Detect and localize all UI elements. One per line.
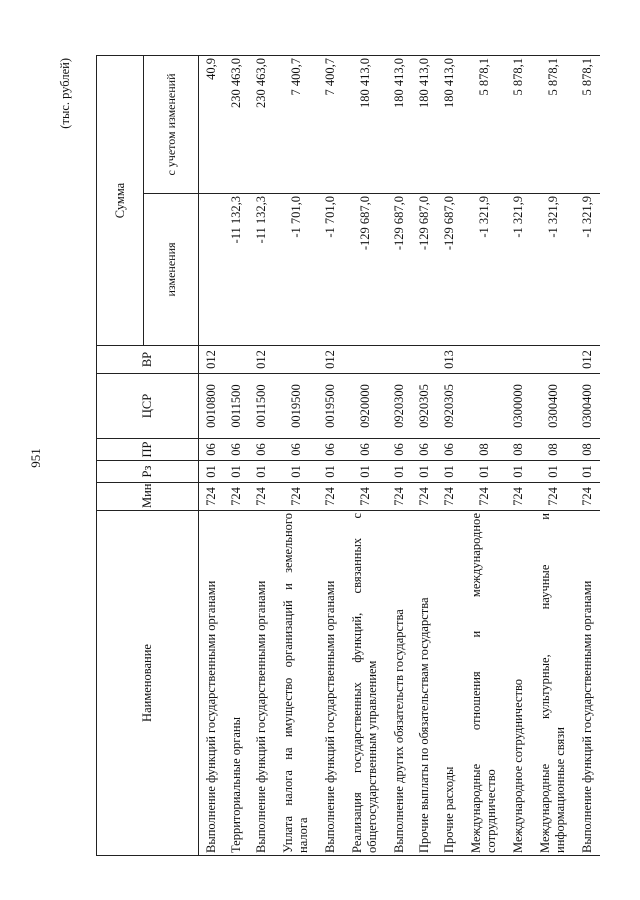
cell-pr: 08 xyxy=(506,439,531,461)
cell-pr: 06 xyxy=(224,439,249,461)
header-change: изменения xyxy=(144,194,199,346)
cell-rz: 01 xyxy=(224,461,249,483)
cell-min: 724 xyxy=(224,483,249,511)
row-name-line2: общегосударственным управлением xyxy=(365,660,379,853)
cell-rz: 01 xyxy=(318,461,343,483)
cell-change: -1 701,0 xyxy=(274,194,318,346)
row-name xyxy=(318,511,343,856)
cell-csr: 0010800 xyxy=(199,374,225,439)
cell-min: 724 xyxy=(387,483,412,511)
cell-change: -1 321,9 xyxy=(575,194,600,346)
cell-rz: 01 xyxy=(412,461,437,483)
row-name-line1: Международное сотрудничество xyxy=(511,678,525,853)
row-name xyxy=(274,511,318,856)
cell-vr xyxy=(531,346,575,374)
header-min: Мин xyxy=(97,483,199,511)
row-name-line1: Международные культурные, научные и xyxy=(538,513,552,853)
cell-vr xyxy=(387,346,412,374)
cell-rz: 01 xyxy=(506,461,531,483)
cell-csr: 0920300 xyxy=(387,374,412,439)
cell-pr: 08 xyxy=(575,439,600,461)
cell-pr: 06 xyxy=(343,439,387,461)
row-name xyxy=(387,511,412,856)
cell-min: 724 xyxy=(343,483,387,511)
row-name xyxy=(343,511,387,856)
cell-change: -1 701,0 xyxy=(318,194,343,346)
cell-pr: 06 xyxy=(199,439,225,461)
rotated-page-content xyxy=(58,56,596,856)
cell-vr: 012 xyxy=(199,346,225,374)
row-name xyxy=(531,511,575,856)
row-name-line2: информационные связи xyxy=(553,727,567,853)
cell-rz: 01 xyxy=(274,461,318,483)
cell-csr: 0300400 xyxy=(575,374,600,439)
row-name-line1: Выполнение функций государственными органами xyxy=(254,580,268,853)
cell-change xyxy=(199,194,225,346)
cell-rz: 01 xyxy=(199,461,225,483)
header-vr: ВР xyxy=(97,346,199,374)
row-name xyxy=(224,511,249,856)
table-row xyxy=(318,56,343,856)
header-sum: Сумма xyxy=(97,56,144,346)
row-name-line1: Выполнение функций государственными органами xyxy=(204,580,218,853)
cell-change: -11 132,3 xyxy=(224,194,249,346)
cell-change: -1 321,9 xyxy=(462,194,506,346)
cell-change: -129 687,0 xyxy=(387,194,412,346)
cell-csr: 0019500 xyxy=(274,374,318,439)
cell-rz: 01 xyxy=(462,461,506,483)
cell-vr xyxy=(506,346,531,374)
cell-pr: 08 xyxy=(531,439,575,461)
table-row xyxy=(437,56,462,856)
header-pr: ПР xyxy=(97,439,199,461)
budget-table xyxy=(96,55,600,856)
row-name xyxy=(412,511,437,856)
row-name-line1: Уплата налога на имущество организаций и земельного xyxy=(281,513,295,853)
cell-pr: 06 xyxy=(412,439,437,461)
cell-csr: 0920305 xyxy=(412,374,437,439)
row-name-line1: Выполнение функций государственными органами xyxy=(580,580,594,853)
cell-csr xyxy=(462,374,506,439)
row-name-line1: Международные отношения и международное xyxy=(469,513,483,853)
row-name xyxy=(462,511,506,856)
row-name-line1: Реализация государственных функций, связанных с xyxy=(350,513,364,853)
table-row xyxy=(199,56,225,856)
table-row xyxy=(412,56,437,856)
cell-change: -129 687,0 xyxy=(437,194,462,346)
cell-vr xyxy=(343,346,387,374)
cell-csr: 0300400 xyxy=(531,374,575,439)
cell-pr: 06 xyxy=(437,439,462,461)
cell-vr xyxy=(224,346,249,374)
cell-vr xyxy=(274,346,318,374)
cell-min: 724 xyxy=(318,483,343,511)
page-number: 951 xyxy=(28,448,43,468)
cell-total: 40,9 xyxy=(199,56,225,194)
row-name xyxy=(575,511,600,856)
cell-total: 230 463,0 xyxy=(249,56,274,194)
table-row xyxy=(575,56,600,856)
cell-change: -11 132,3 xyxy=(249,194,274,346)
cell-pr: 06 xyxy=(387,439,412,461)
row-name-line1: Прочие расходы xyxy=(442,766,456,853)
row-name xyxy=(506,511,531,856)
cell-csr: 0011500 xyxy=(249,374,274,439)
cell-csr: 0019500 xyxy=(318,374,343,439)
table-body xyxy=(199,56,601,856)
cell-min: 724 xyxy=(575,483,600,511)
cell-pr: 06 xyxy=(249,439,274,461)
cell-total: 5 878,1 xyxy=(575,56,600,194)
cell-rz: 01 xyxy=(387,461,412,483)
row-name-line1: Территориальные органы xyxy=(229,716,243,853)
cell-min: 724 xyxy=(199,483,225,511)
cell-total: 180 413,0 xyxy=(437,56,462,194)
header-csr: ЦСР xyxy=(97,374,199,439)
row-name-line1: Прочие выплаты по обязательствам государства xyxy=(417,597,431,853)
table-row xyxy=(274,56,318,856)
table-row xyxy=(249,56,274,856)
cell-min: 724 xyxy=(274,483,318,511)
cell-total: 5 878,1 xyxy=(462,56,506,194)
cell-total: 180 413,0 xyxy=(387,56,412,194)
cell-min: 724 xyxy=(462,483,506,511)
cell-vr: 012 xyxy=(249,346,274,374)
cell-min: 724 xyxy=(531,483,575,511)
cell-rz: 01 xyxy=(575,461,600,483)
row-name-line2: сотрудничество xyxy=(484,769,498,853)
cell-total: 5 878,1 xyxy=(506,56,531,194)
cell-change: -1 321,9 xyxy=(506,194,531,346)
header-with-changes: с учетом изменений xyxy=(144,56,199,194)
row-name-line1: Выполнение других обязательств государства xyxy=(392,609,406,853)
cell-min: 724 xyxy=(249,483,274,511)
cell-pr: 06 xyxy=(274,439,318,461)
cell-change: -129 687,0 xyxy=(412,194,437,346)
cell-min: 724 xyxy=(437,483,462,511)
table-row xyxy=(387,56,412,856)
table-header xyxy=(97,56,199,856)
cell-change: -129 687,0 xyxy=(343,194,387,346)
cell-rz: 01 xyxy=(343,461,387,483)
cell-change: -1 321,9 xyxy=(531,194,575,346)
cell-vr xyxy=(462,346,506,374)
cell-vr: 012 xyxy=(575,346,600,374)
row-name xyxy=(199,511,225,856)
table-row xyxy=(531,56,575,856)
cell-total: 180 413,0 xyxy=(412,56,437,194)
cell-csr: 0920000 xyxy=(343,374,387,439)
row-name-line1: Выполнение функций государственными органами xyxy=(323,580,337,853)
cell-csr: 0011500 xyxy=(224,374,249,439)
cell-rz: 01 xyxy=(531,461,575,483)
table-row xyxy=(343,56,387,856)
cell-csr: 0920305 xyxy=(437,374,462,439)
header-rz: Рз xyxy=(97,461,199,483)
cell-total: 7 400,7 xyxy=(274,56,318,194)
row-name-line2: налога xyxy=(296,817,310,853)
table-row xyxy=(224,56,249,856)
cell-total: 180 413,0 xyxy=(343,56,387,194)
cell-vr: 012 xyxy=(318,346,343,374)
cell-min: 724 xyxy=(506,483,531,511)
row-name xyxy=(249,511,274,856)
cell-vr: 013 xyxy=(437,346,462,374)
cell-pr: 08 xyxy=(462,439,506,461)
cell-pr: 06 xyxy=(318,439,343,461)
cell-csr: 0300000 xyxy=(506,374,531,439)
cell-rz: 01 xyxy=(249,461,274,483)
cell-vr xyxy=(412,346,437,374)
table-row xyxy=(506,56,531,856)
table-row xyxy=(462,56,506,856)
cell-rz: 01 xyxy=(437,461,462,483)
cell-total: 230 463,0 xyxy=(224,56,249,194)
cell-total: 7 400,7 xyxy=(318,56,343,194)
row-name xyxy=(437,511,462,856)
cell-total: 5 878,1 xyxy=(531,56,575,194)
cell-min: 724 xyxy=(412,483,437,511)
header-name: Наименование xyxy=(97,511,199,856)
units-label: (тыс. рублей) xyxy=(58,58,72,129)
